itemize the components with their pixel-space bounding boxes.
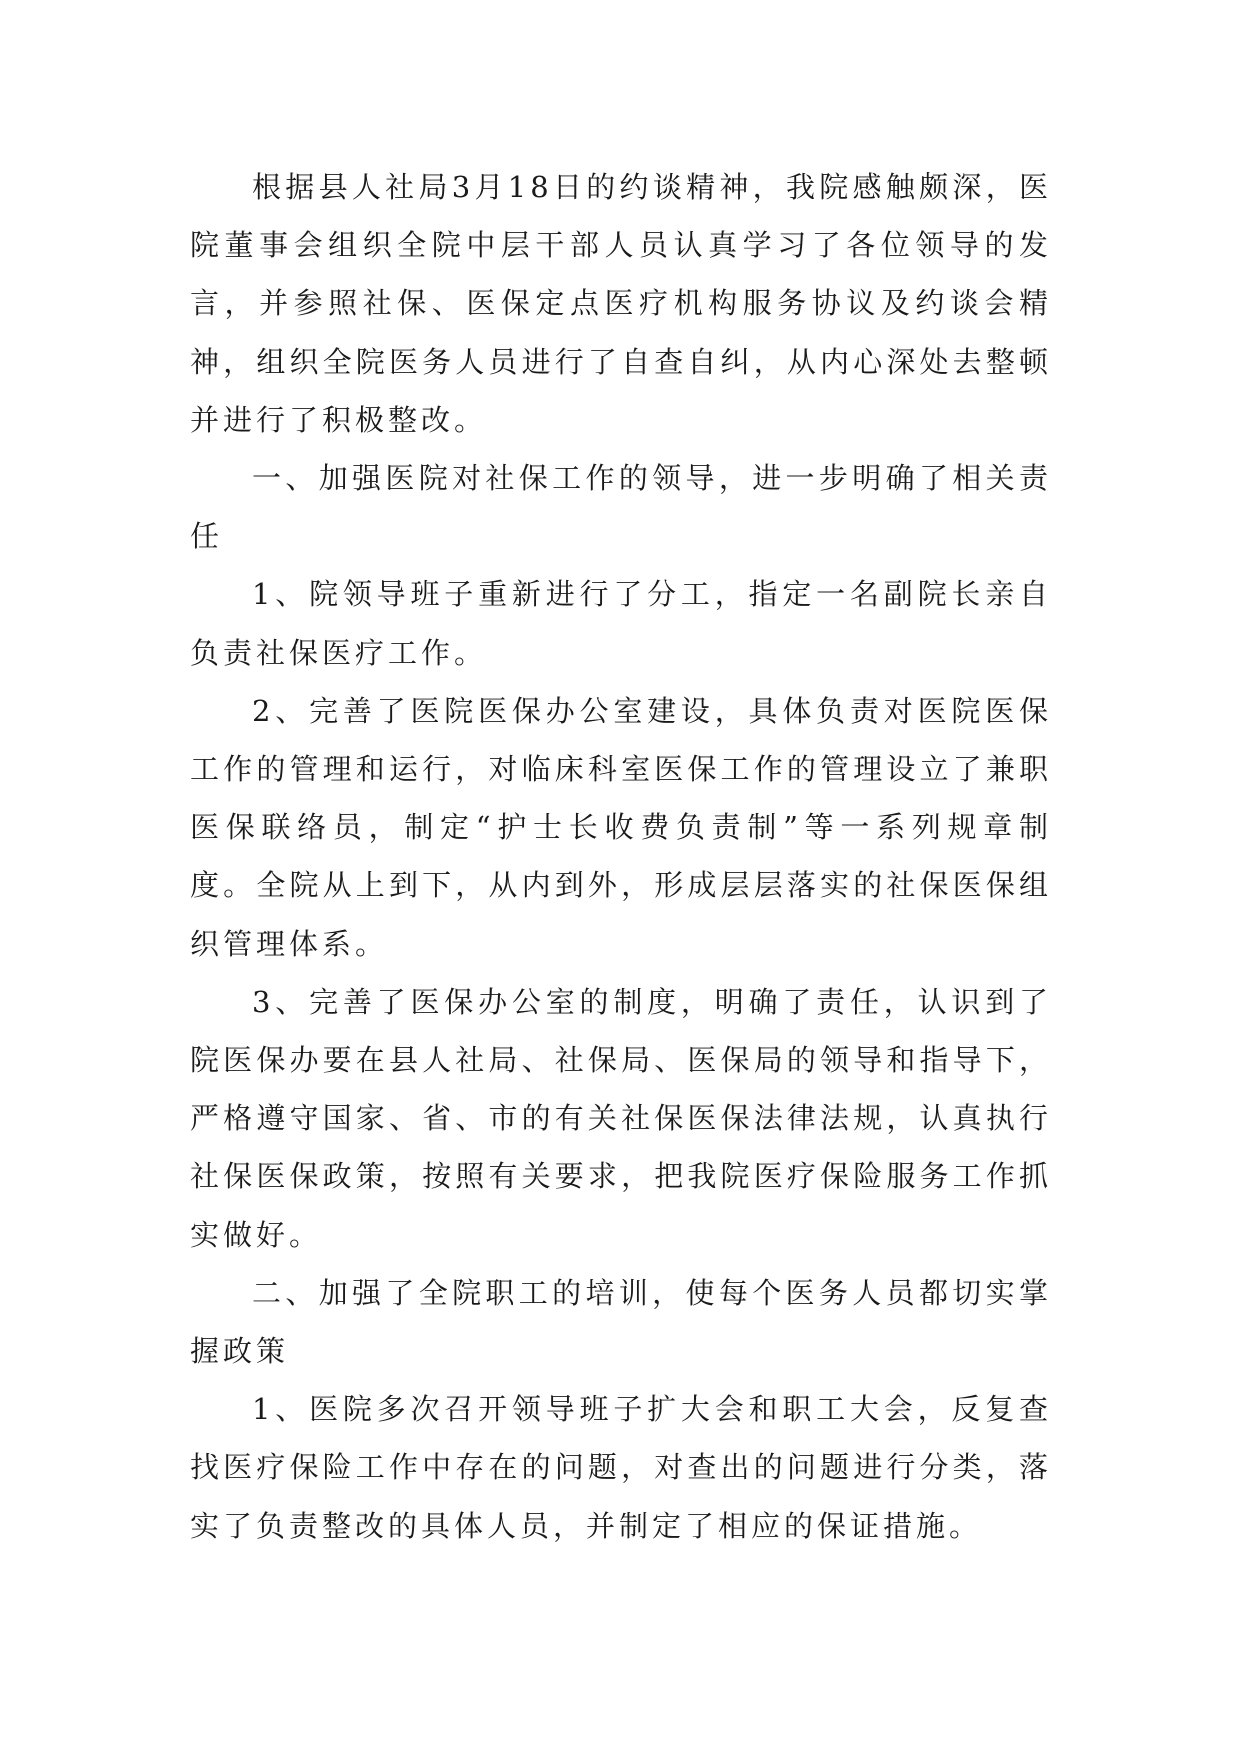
paragraph-1-2: 2、完善了医院医保办公室建设，具体负责对医院医保工作的管理和运行，对临床科室医保工作的管理设立了兼职医保联络员，制定“护士长收费负责制”等一系列规章制度。全院从上到下，从内到外，形成层层落实的社保医保组织管理体系。 bbox=[190, 693, 1052, 961]
paragraph-intro: 根据县人社局3月18日的约谈精神，我院感触颇深，医院董事会组织全院中层干部人员认真学习了各位领导的发言，并参照社保、医保定点医疗机构服务协议及约谈会精神，组织全院医务人员进行了自查自纠，从内心深处去整顿并进行了积极整改。 bbox=[190, 170, 1052, 437]
paragraph-1-1: 1、院领导班子重新进行了分工，指定一名副院长亲自负责社保医疗工作。 bbox=[190, 577, 1052, 670]
document-body bbox=[190, 158, 1052, 1555]
section-heading-2: 二、加强了全院职工的培训，使每个医务人员都切实掌握政策 bbox=[190, 1275, 1052, 1369]
paragraph-1-3: 3、完善了医保办公室的制度，明确了责任，认识到了院医保办要在县人社局、社保局、医保局的领导和指导下，严格遵守国家、省、市的有关社保医保法律法规，认真执行社保医保政策，按照有关要求，把我院医疗保险服务工作抓实做好。 bbox=[190, 984, 1052, 1252]
section-heading-1: 一、加强医院对社保工作的领导，进一步明确了相关责任 bbox=[190, 461, 1052, 554]
paragraph-2-1: 1、医院多次召开领导班子扩大会和职工大会，反复查找医疗保险工作中存在的问题，对查出的问题进行分类，落实了负责整改的具体人员，并制定了相应的保证措施。 bbox=[190, 1392, 1052, 1543]
